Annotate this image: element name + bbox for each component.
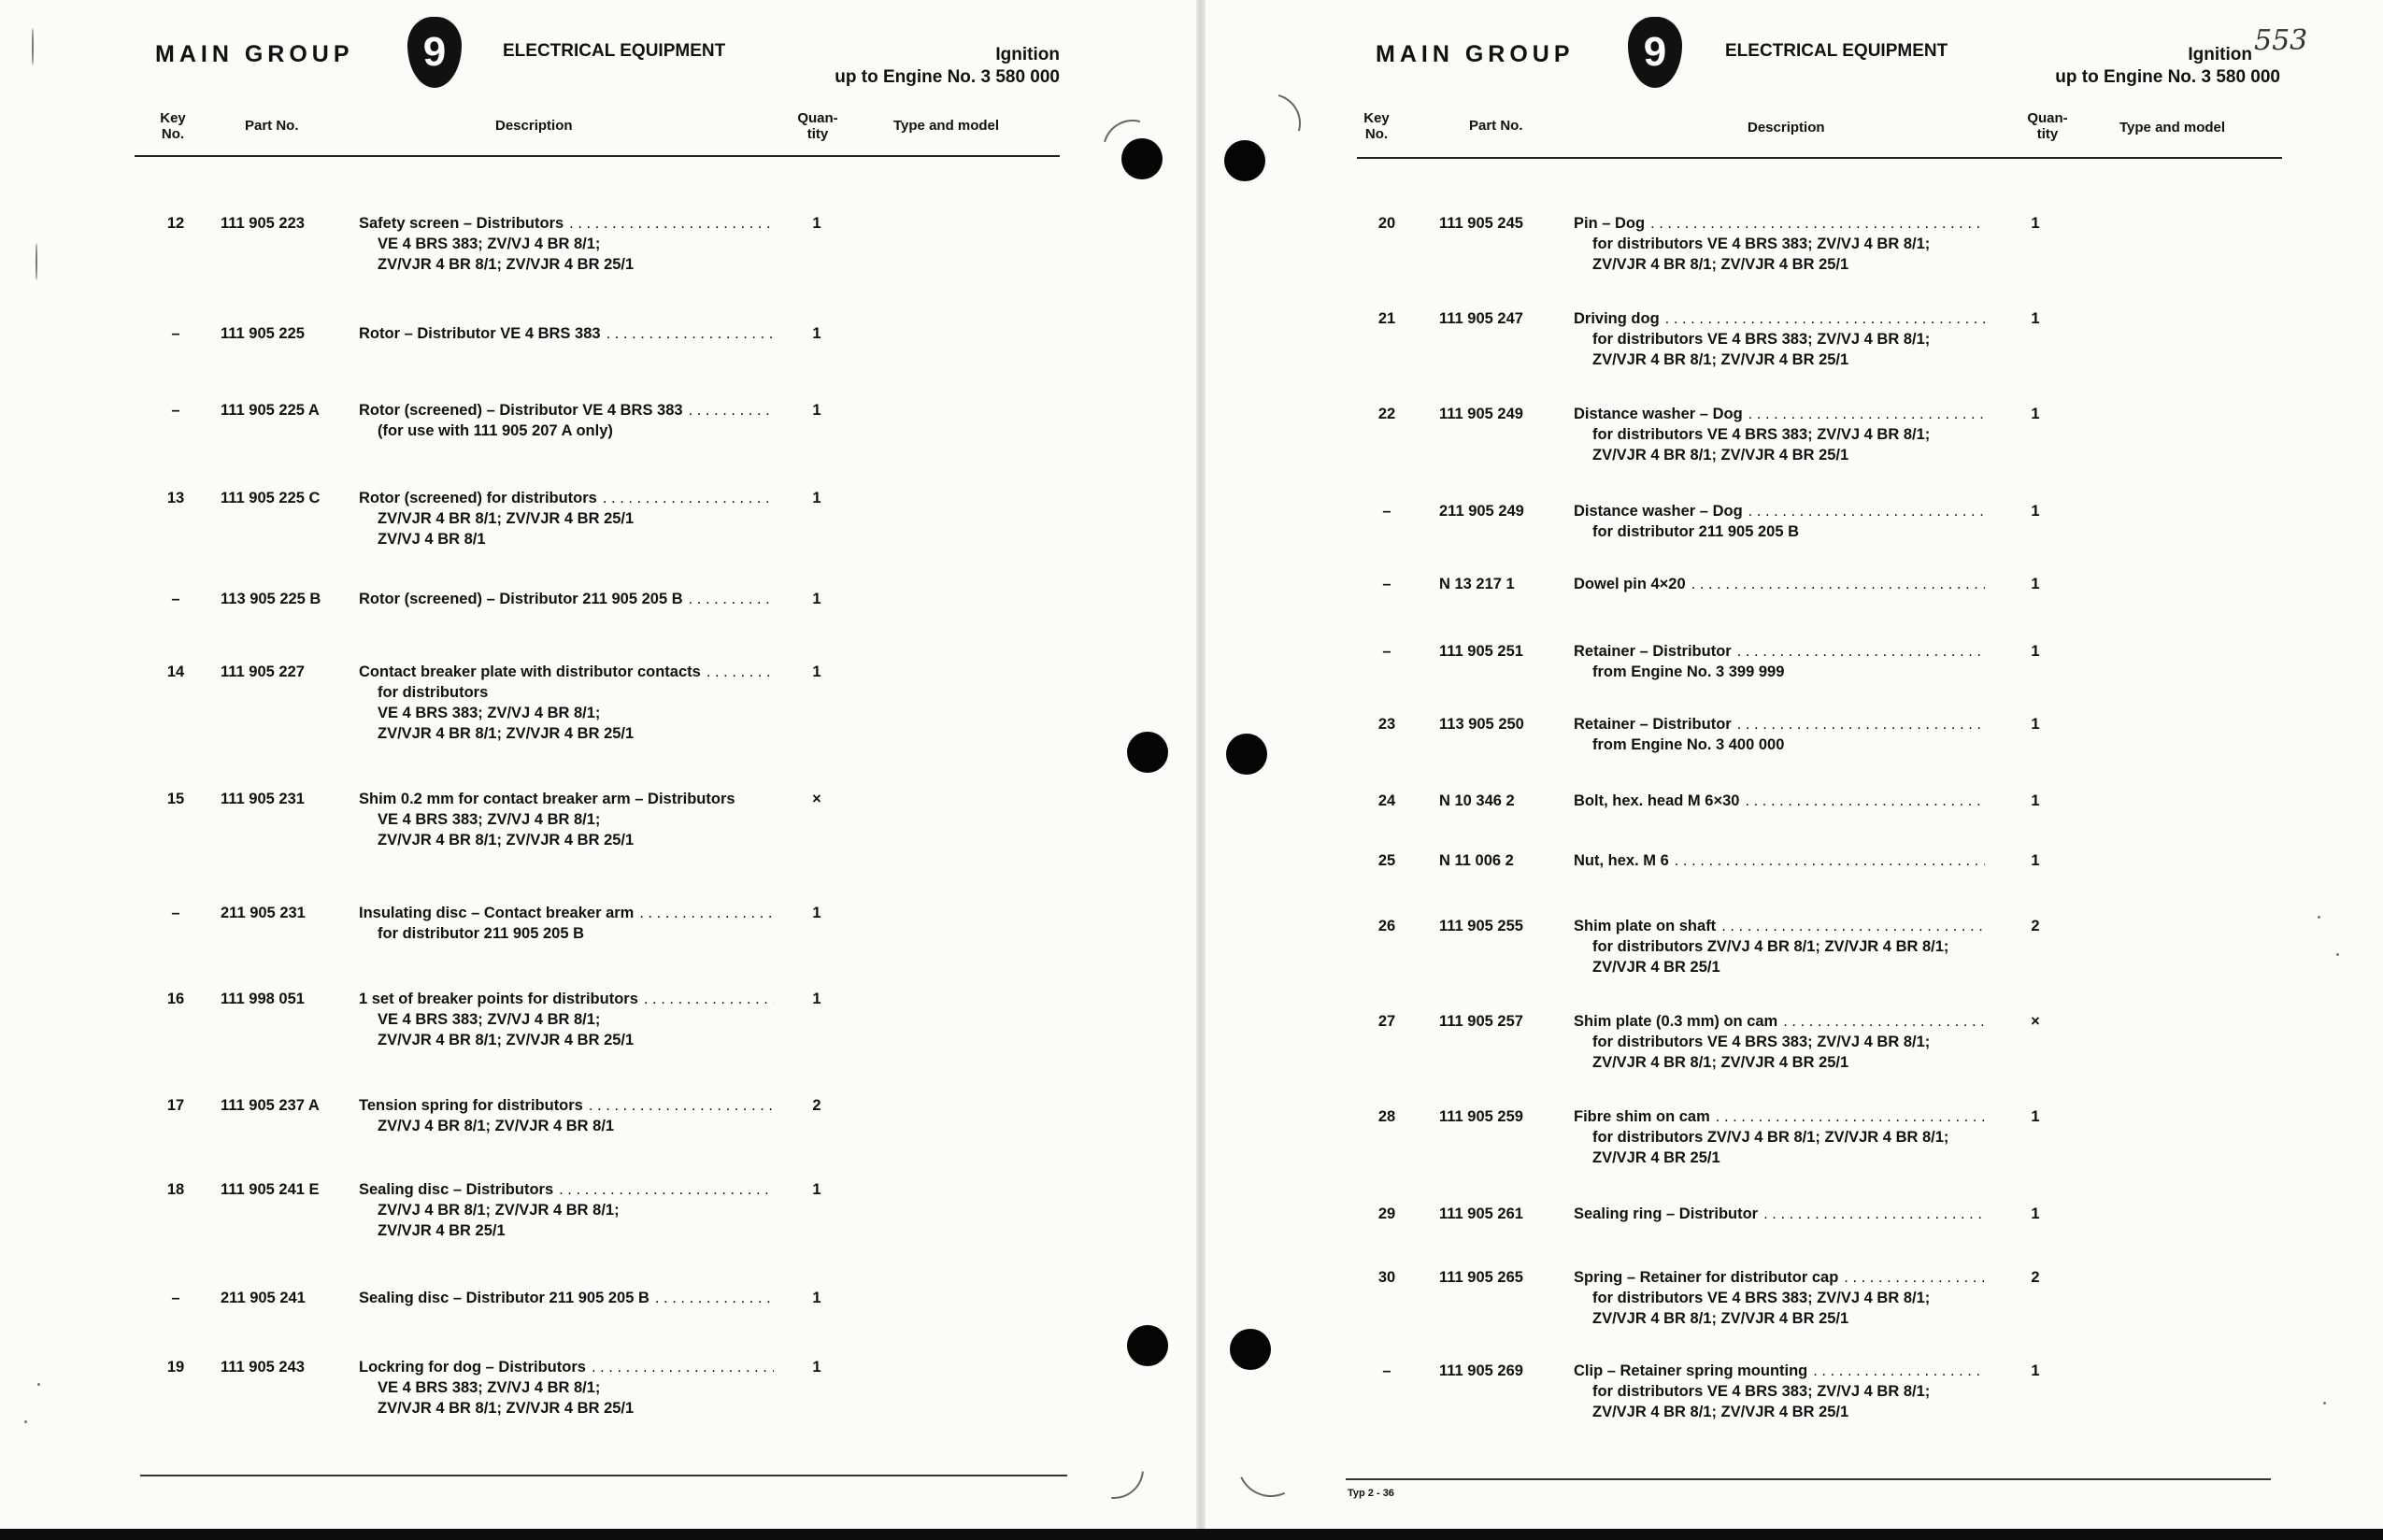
key-number: 23 (1377, 716, 1396, 733)
dot-leader (592, 1357, 774, 1377)
quantity: 1 (812, 1290, 821, 1306)
dot-leader (1745, 791, 1985, 811)
description-continuation: ZV/VJR 4 BR 25/1 (378, 1222, 506, 1239)
quantity: 1 (812, 905, 821, 921)
dot-leader (569, 213, 774, 234)
description-continuation: VE 4 BRS 383; ZV/VJ 4 BR 8/1; (378, 235, 601, 252)
scan-speck (2336, 953, 2339, 956)
part-number: 111 998 051 (221, 991, 305, 1007)
part-description (1574, 1106, 1991, 1168)
part-description (359, 1288, 779, 1308)
part-description (359, 589, 779, 609)
part-description (1574, 213, 1991, 275)
key-number: 12 (166, 215, 185, 232)
description-continuation: ZV/VJ 4 BR 8/1; ZV/VJR 4 BR 8/1 (378, 1118, 615, 1134)
description-text: Shim plate on shaft (1574, 918, 1717, 934)
description-text: Rotor (screened) for distributors (359, 490, 597, 506)
part-description (359, 1357, 779, 1419)
quantity: 1 (812, 402, 821, 419)
key-number: – (171, 905, 180, 921)
dot-leader (559, 1179, 774, 1200)
col-type-header: Type and model (893, 118, 1000, 134)
scan-speck (36, 243, 37, 280)
punch-hole (1230, 1329, 1271, 1370)
part-description (359, 903, 779, 944)
dot-leader (1665, 308, 1985, 329)
section-title: ELECTRICAL EQUIPMENT (1725, 41, 1948, 61)
description-text: Distance washer – Dog (1574, 406, 1743, 422)
key-number: 26 (1377, 918, 1396, 934)
key-number: 19 (166, 1359, 185, 1376)
part-description (1574, 501, 1991, 542)
part-number: N 13 217 1 (1439, 576, 1515, 592)
col-quantity-header-line1: Quan- (797, 110, 838, 126)
description-text: Rotor – Distributor VE 4 BRS 383 (359, 325, 601, 342)
key-number: – (171, 1290, 180, 1306)
description-continuation: ZV/VJR 4 BR 8/1; ZV/VJR 4 BR 25/1 (378, 725, 635, 742)
col-key-header-line1: Key (160, 110, 186, 126)
part-number: 111 905 223 (221, 215, 305, 232)
description-continuation: VE 4 BRS 383; ZV/VJ 4 BR 8/1; (378, 1379, 601, 1396)
description-continuation: ZV/VJR 4 BR 8/1; ZV/VJR 4 BR 25/1 (1592, 1054, 1849, 1071)
part-number: 111 905 241 E (221, 1181, 320, 1198)
description-text: Dowel pin 4×20 (1574, 576, 1686, 592)
bottom-rule (140, 1475, 1067, 1476)
dot-leader (1737, 714, 1985, 734)
dot-leader (1716, 1106, 1985, 1127)
description-text: Sealing disc – Distributors (359, 1181, 554, 1198)
description-continuation: ZV/VJR 4 BR 8/1; ZV/VJR 4 BR 25/1 (378, 1032, 635, 1048)
description-continuation: ZV/VJR 4 BR 8/1; ZV/VJR 4 BR 25/1 (1592, 256, 1849, 273)
key-number: 17 (166, 1097, 185, 1114)
quantity: 1 (812, 663, 821, 680)
description-continuation: for distributors VE 4 BRS 383; ZV/VJ 4 BR 8/1; (1592, 331, 1931, 348)
description-continuation: ZV/VJR 4 BR 8/1; ZV/VJR 4 BR 25/1 (1592, 447, 1849, 463)
key-number: – (171, 402, 180, 419)
part-number: 111 905 225 (221, 325, 305, 342)
key-number: – (1382, 503, 1391, 520)
part-number: 211 905 231 (221, 905, 306, 921)
key-number: 21 (1377, 310, 1396, 327)
description-continuation: for distributor 211 905 205 B (1592, 523, 1800, 540)
description-text: Rotor (screened) – Distributor 211 905 205 B (359, 591, 683, 607)
part-number: 111 905 245 (1439, 215, 1523, 232)
dot-leader (589, 1095, 774, 1116)
col-quantity-header-line2: tity (806, 126, 829, 142)
part-description (359, 400, 779, 441)
punch-hole (1127, 732, 1168, 773)
description-continuation: VE 4 BRS 383; ZV/VJ 4 BR 8/1; (378, 705, 601, 721)
quantity: 2 (812, 1097, 821, 1114)
key-number: 14 (166, 663, 185, 680)
dot-leader (706, 662, 774, 682)
quantity: 1 (812, 1359, 821, 1376)
part-number: 111 905 269 (1439, 1362, 1523, 1379)
key-number: – (1382, 1362, 1391, 1379)
description-continuation: ZV/VJR 4 BR 8/1; ZV/VJR 4 BR 25/1 (1592, 351, 1849, 368)
description-text: Retainer – Distributor (1574, 716, 1732, 733)
dot-leader (1748, 404, 1985, 424)
description-text: Fibre shim on cam (1574, 1108, 1710, 1125)
col-quantity-header (792, 110, 843, 142)
key-number: 28 (1377, 1108, 1396, 1125)
part-description (1574, 850, 1991, 871)
bottom-rule (1346, 1478, 2271, 1480)
description-text: Retainer – Distributor (1574, 643, 1732, 660)
description-continuation: ZV/VJR 4 BR 25/1 (1592, 959, 1720, 976)
part-description (1574, 308, 1991, 370)
part-description (359, 789, 779, 850)
quantity: 1 (2031, 852, 2040, 869)
section-title: ELECTRICAL EQUIPMENT (503, 41, 726, 61)
part-number: 111 905 261 (1439, 1205, 1523, 1222)
quantity: 1 (812, 325, 821, 342)
dot-leader (689, 400, 774, 421)
col-description-header: Description (1748, 120, 1825, 135)
part-description (359, 662, 779, 744)
part-description (1574, 714, 1991, 755)
key-number: 20 (1377, 215, 1396, 232)
part-description (359, 323, 779, 344)
quantity: 2 (2031, 1269, 2040, 1286)
header-rule (1357, 157, 2282, 159)
col-quantity-header (2022, 110, 2073, 142)
dot-leader (689, 589, 774, 609)
description-continuation: for distributors VE 4 BRS 383; ZV/VJ 4 BR 8/1; (1592, 1034, 1931, 1050)
col-key-header (151, 110, 194, 142)
header-rule (135, 155, 1060, 157)
group-number-badge: 9 (407, 17, 462, 88)
main-group-label: MAIN GROUP (155, 41, 354, 67)
key-number: 18 (166, 1181, 185, 1198)
part-number: 111 905 237 A (221, 1097, 320, 1114)
description-continuation: for distributors ZV/VJ 4 BR 8/1; ZV/VJR 4 BR 8/1; (1592, 1129, 1949, 1146)
part-number: 113 905 225 B (221, 591, 321, 607)
key-number: 22 (1377, 406, 1396, 422)
dot-leader (1844, 1267, 1985, 1288)
description-continuation: for distributors VE 4 BRS 383; ZV/VJ 4 BR 8/1; (1592, 1383, 1931, 1400)
description-text: Insulating disc – Contact breaker arm (359, 905, 635, 921)
part-number: 111 905 249 (1439, 406, 1523, 422)
quantity: 1 (2031, 792, 2040, 809)
key-number: 30 (1377, 1269, 1396, 1286)
part-number: 111 905 225 C (221, 490, 321, 506)
group-number-badge: 9 (1628, 17, 1682, 88)
quantity: × (2031, 1013, 2040, 1030)
dot-leader (644, 989, 774, 1009)
col-part-header: Part No. (1469, 118, 1523, 134)
key-number: 29 (1377, 1205, 1396, 1222)
punch-hole (1127, 1325, 1168, 1366)
part-description (1574, 1267, 1991, 1329)
description-continuation: VE 4 BRS 383; ZV/VJ 4 BR 8/1; (378, 1011, 601, 1028)
part-description (359, 1179, 779, 1241)
quantity: 1 (2031, 1108, 2040, 1125)
quantity: 1 (812, 490, 821, 506)
part-number: 211 905 241 (221, 1290, 306, 1306)
description-continuation: for distributors ZV/VJ 4 BR 8/1; ZV/VJR 4 BR 8/1; (1592, 938, 1949, 955)
handwritten-page-number: 553 (2254, 24, 2308, 57)
part-description (359, 488, 779, 549)
scan-speck (32, 28, 34, 65)
description-text: Contact breaker plate with distributor contacts (359, 663, 701, 680)
dot-leader (639, 903, 774, 923)
dot-leader (1783, 1011, 1985, 1032)
part-description (359, 989, 779, 1050)
description-continuation: ZV/VJR 4 BR 8/1; ZV/VJR 4 BR 25/1 (378, 256, 635, 273)
part-description (359, 1095, 779, 1136)
description-continuation: VE 4 BRS 383; ZV/VJ 4 BR 8/1; (378, 811, 601, 828)
scan-edge (0, 1529, 2383, 1540)
description-continuation: for distributors VE 4 BRS 383; ZV/VJ 4 BR 8/1; (1592, 1290, 1931, 1306)
part-description (1574, 1361, 1991, 1422)
quantity: × (812, 791, 821, 807)
dot-leader (1748, 501, 1985, 521)
dot-leader (1675, 850, 1985, 871)
quantity: 1 (2031, 576, 2040, 592)
dot-leader (655, 1288, 774, 1308)
key-number: – (1382, 576, 1391, 592)
punch-hole (1226, 734, 1267, 775)
dot-leader (1721, 916, 1985, 936)
description-continuation: ZV/VJR 4 BR 8/1; ZV/VJR 4 BR 25/1 (378, 510, 635, 527)
dot-leader (1737, 641, 1985, 662)
quantity: 1 (812, 215, 821, 232)
quantity: 1 (2031, 215, 2040, 232)
description-text: Driving dog (1574, 310, 1660, 327)
description-continuation: ZV/VJ 4 BR 8/1; ZV/VJR 4 BR 8/1; (378, 1202, 620, 1219)
quantity: 1 (2031, 310, 2040, 327)
description-continuation: ZV/VJR 4 BR 8/1; ZV/VJR 4 BR 25/1 (1592, 1404, 1849, 1420)
part-number: 111 905 247 (1439, 310, 1523, 327)
dot-leader (1691, 574, 1985, 594)
part-number: 111 905 243 (221, 1359, 305, 1376)
key-number: 13 (166, 490, 185, 506)
engine-range: up to Engine No. 3 580 000 (2055, 67, 2280, 87)
quantity: 1 (2031, 503, 2040, 520)
quantity: 1 (2031, 643, 2040, 660)
part-description (1574, 916, 1991, 977)
part-number: 111 905 231 (221, 791, 305, 807)
description-continuation: from Engine No. 3 399 999 (1592, 663, 1785, 680)
col-key-header (1355, 110, 1398, 142)
part-description (359, 213, 779, 275)
key-number: 25 (1377, 852, 1396, 869)
description-text: Sealing ring – Distributor (1574, 1205, 1759, 1222)
description-text: Tension spring for distributors (359, 1097, 583, 1114)
quantity: 1 (812, 1181, 821, 1198)
description-continuation: ZV/VJR 4 BR 8/1; ZV/VJR 4 BR 25/1 (1592, 1310, 1849, 1327)
part-number: N 11 006 2 (1439, 852, 1514, 869)
part-number: 111 905 227 (221, 663, 305, 680)
description-continuation: for distributors (378, 684, 489, 701)
col-key-header-line2: No. (161, 126, 185, 142)
part-number: 111 905 225 A (221, 402, 320, 419)
description-text: Safety screen – Distributors (359, 215, 564, 232)
description-text: Spring – Retainer for distributor cap (1574, 1269, 1839, 1286)
part-number: 111 905 251 (1439, 643, 1523, 660)
description-continuation: ZV/VJR 4 BR 25/1 (1592, 1149, 1720, 1166)
col-part-header: Part No. (245, 118, 299, 134)
main-group-label: MAIN GROUP (1376, 41, 1575, 67)
col-quantity-header-line2: tity (2036, 126, 2059, 142)
description-continuation: for distributors VE 4 BRS 383; ZV/VJ 4 BR 8/1; (1592, 426, 1931, 443)
col-key-header-line1: Key (1363, 110, 1390, 126)
quantity: 1 (2031, 1205, 2040, 1222)
scan-speck (2318, 916, 2320, 919)
scan-speck (2323, 1402, 2326, 1405)
part-number: N 10 346 2 (1439, 792, 1515, 809)
description-continuation: ZV/VJR 4 BR 8/1; ZV/VJR 4 BR 25/1 (378, 1400, 635, 1417)
description-continuation: for distributors VE 4 BRS 383; ZV/VJ 4 BR 8/1; (1592, 235, 1931, 252)
description-continuation: ZV/VJR 4 BR 8/1; ZV/VJR 4 BR 25/1 (378, 832, 635, 848)
description-continuation: ZV/VJ 4 BR 8/1 (378, 531, 486, 548)
quantity: 2 (2031, 918, 2040, 934)
description-text: Shim plate (0.3 mm) on cam (1574, 1013, 1778, 1030)
part-description (1574, 1204, 1991, 1224)
description-text: Bolt, hex. head M 6×30 (1574, 792, 1740, 809)
quantity: 1 (2031, 406, 2040, 422)
key-number: 27 (1377, 1013, 1396, 1030)
part-number: 111 905 265 (1439, 1269, 1523, 1286)
description-text: Nut, hex. M 6 (1574, 852, 1669, 869)
part-description (1574, 641, 1991, 682)
print-code: Typ 2 - 36 (1348, 1488, 1394, 1499)
part-number: 111 905 257 (1439, 1013, 1523, 1030)
description-text: Rotor (screened) – Distributor VE 4 BRS 383 (359, 402, 683, 419)
quantity: 1 (2031, 1362, 2040, 1379)
engine-range: up to Engine No. 3 580 000 (835, 67, 1060, 87)
col-description-header: Description (495, 118, 573, 134)
key-number: – (171, 591, 180, 607)
description-text: Pin – Dog (1574, 215, 1646, 232)
dot-leader (1650, 213, 1985, 234)
quantity: 1 (812, 591, 821, 607)
col-quantity-header-line1: Quan- (2027, 110, 2068, 126)
description-text: Lockring for dog – Distributors (359, 1359, 586, 1376)
key-number: 15 (166, 791, 185, 807)
part-number: 111 905 255 (1439, 918, 1523, 934)
key-number: 16 (166, 991, 185, 1007)
dot-leader (1813, 1361, 1985, 1381)
scan-speck (24, 1420, 27, 1423)
quantity: 1 (2031, 716, 2040, 733)
quantity: 1 (812, 991, 821, 1007)
dot-leader (1763, 1204, 1985, 1224)
key-number: – (171, 325, 180, 342)
catalog-page-right (1204, 0, 2383, 1533)
topic-title: Ignition (995, 45, 1060, 64)
description-text: 1 set of breaker points for distributors (359, 991, 638, 1007)
description-text: Distance washer – Dog (1574, 503, 1743, 520)
key-number: – (1382, 643, 1391, 660)
key-number: 24 (1377, 792, 1396, 809)
part-number: 111 905 259 (1439, 1108, 1523, 1125)
part-number: 113 905 250 (1439, 716, 1524, 733)
part-description (1574, 791, 1991, 811)
topic-title: Ignition (2188, 45, 2252, 64)
part-description (1574, 574, 1991, 594)
part-description (1574, 1011, 1991, 1073)
part-number: 211 905 249 (1439, 503, 1524, 520)
description-text: Sealing disc – Distributor 211 905 205 B (359, 1290, 649, 1306)
dot-leader (603, 488, 774, 508)
description-continuation: for distributor 211 905 205 B (378, 925, 585, 942)
page-gutter (1196, 0, 1206, 1533)
col-type-header: Type and model (2119, 120, 2226, 135)
description-continuation: from Engine No. 3 400 000 (1592, 736, 1785, 753)
description-text: Shim 0.2 mm for contact breaker arm – Distributors (359, 791, 735, 807)
description-text: Clip – Retainer spring mounting (1574, 1362, 1808, 1379)
dot-leader (606, 323, 774, 344)
col-key-header-line2: No. (1364, 126, 1389, 142)
description-continuation: (for use with 111 905 207 A only) (378, 422, 613, 439)
scan-speck (37, 1383, 40, 1386)
part-description (1574, 404, 1991, 465)
